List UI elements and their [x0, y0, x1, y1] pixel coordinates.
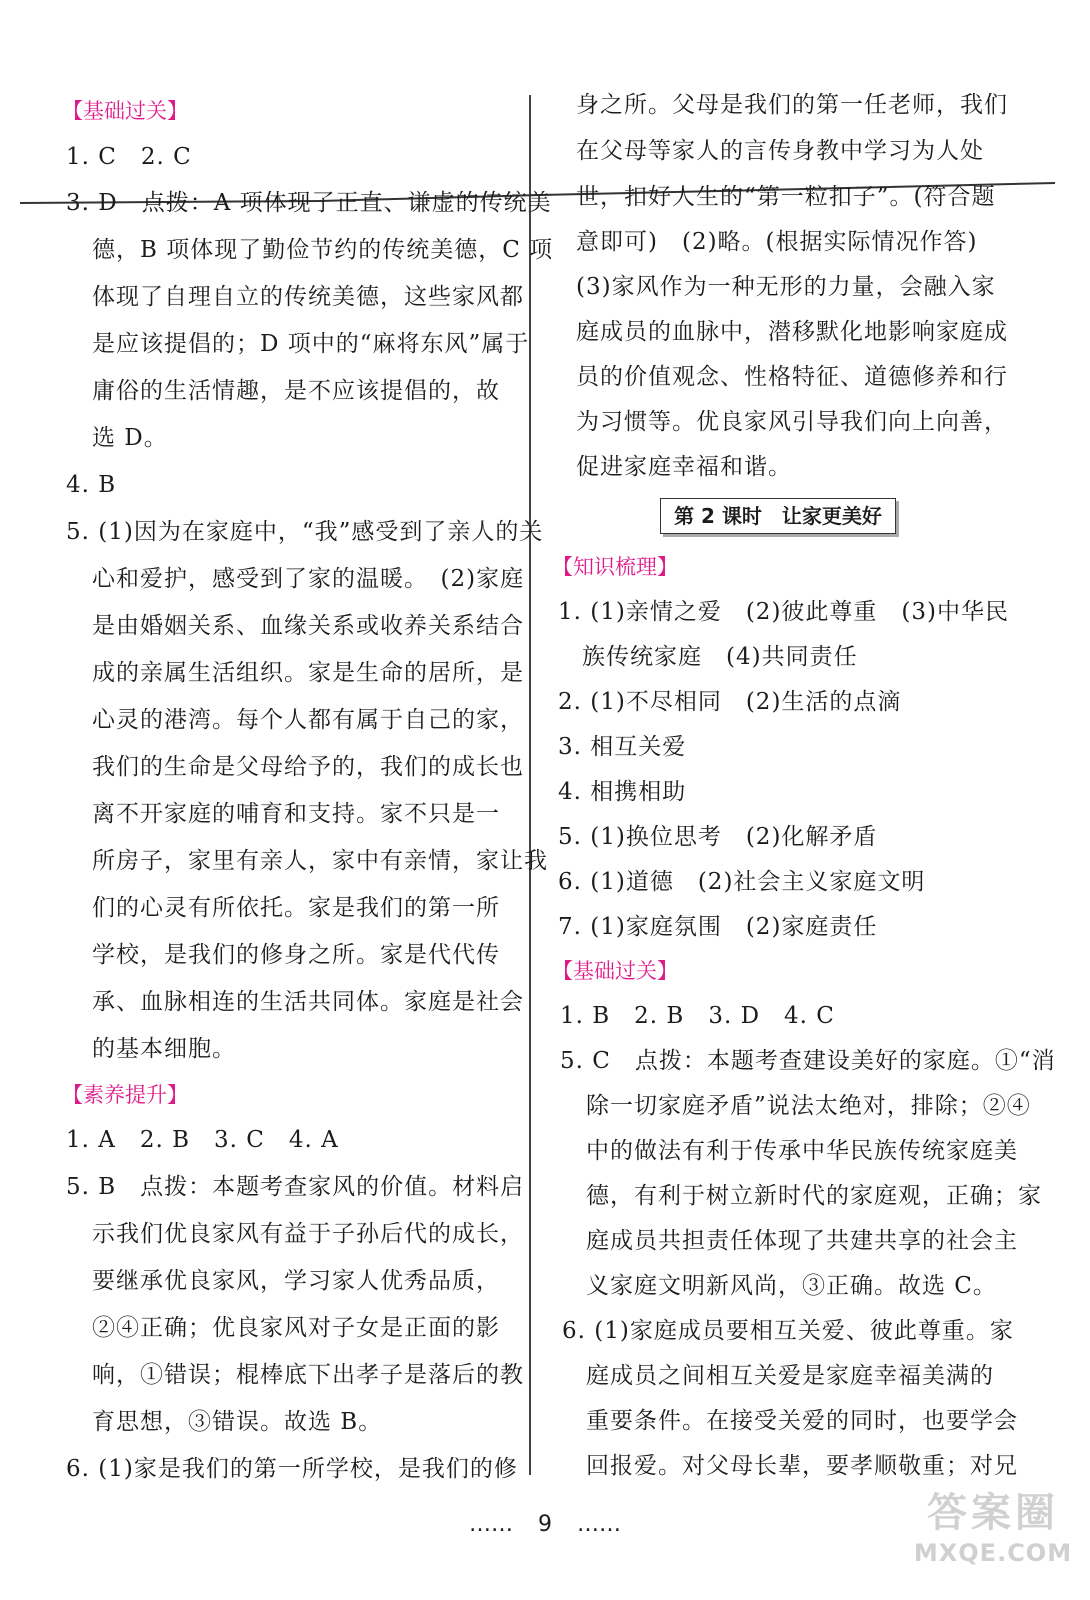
answer-line: 世，扣好人生的“第一粒扣子”。(符合题 — [576, 184, 996, 210]
page-dots-right: …… — [577, 1512, 621, 1537]
answer-line: 6. (1)家庭成员要相互关爱、彼此尊重。家 — [562, 1318, 1014, 1344]
answer-line: 是应该提倡的；D 项中的“麻将东风”属于 — [92, 331, 530, 357]
answer-line: 要继承优良家风，学习家人优秀品质， — [92, 1268, 500, 1294]
answer-line: 庭成员的血脉中，潜移默化地影响家庭成 — [576, 319, 1008, 345]
answer-line: 庸俗的生活情趣，是不应该提倡的，故 — [92, 378, 500, 404]
answer-line: 学校，是我们的修身之所。家是代代传 — [92, 942, 500, 968]
answer-line: 员的价值观念、性格特征、道德修养和行 — [576, 364, 1008, 390]
answer-line: 5. (1)因为在家庭中，“我”感受到了亲人的关 — [66, 519, 544, 545]
section-heading-jichu: 【基础过关】 — [62, 99, 188, 123]
answer-line: 意即可) (2)略。(根据实际情况作答) — [576, 229, 978, 255]
answer-line: 6. (1)道德 (2)社会主义家庭文明 — [558, 869, 926, 895]
answer-line: 我们的生命是父母给予的，我们的成长也 — [92, 754, 524, 780]
answer-line: 除一切家庭矛盾”说法太绝对，排除；②④ — [586, 1093, 1031, 1119]
answer-line: 庭成员之间相互关爱是家庭幸福美满的 — [586, 1363, 994, 1389]
lesson-title: 第 2 课时 让家更美好 — [660, 498, 896, 534]
answer-line: 中的做法有利于传承中华民族传统家庭美 — [586, 1138, 1018, 1164]
answer-line: 4. 相携相助 — [558, 779, 687, 805]
answer-line: 示我们优良家风有益于子孙后代的成长， — [92, 1221, 524, 1247]
answer-line: 义家庭文明新风尚，③正确。故选 C。 — [586, 1273, 997, 1299]
answer-line: 离不开家庭的哺育和支持。家不只是一 — [92, 801, 500, 827]
answer-line: 心灵的港湾。每个人都有属于自己的家， — [92, 707, 524, 733]
answer-line: 族传统家庭 (4)共同责任 — [582, 644, 858, 670]
answer-line: 庭成员共担责任体现了共建共享的社会主 — [586, 1228, 1018, 1254]
answer-line: 承、血脉相连的生活共同体。家庭是社会 — [92, 989, 524, 1015]
answer-line: 5. C 点拨：本题考查建设美好的家庭。①“消 — [560, 1048, 1056, 1074]
answer-line: 5. B 点拨：本题考查家风的价值。材料启 — [66, 1174, 525, 1200]
answer-line: 促进家庭幸福和谐。 — [576, 454, 792, 480]
answer-line: 德，有利于树立新时代的家庭观，正确；家 — [586, 1183, 1042, 1209]
answer-line: 3. 相互关爱 — [558, 734, 687, 760]
answer-line: 回报爱。对父母长辈，要孝顺敬重；对兄 — [586, 1453, 1018, 1479]
answer-line: 1. A 2. B 3. C 4. A — [66, 1127, 339, 1153]
answer-line: 响，①错误；棍棒底下出孝子是落后的教 — [92, 1362, 524, 1388]
page-number: 9 — [538, 1512, 552, 1537]
section-heading-zhishi: 【知识梳理】 — [552, 555, 678, 579]
answer-line: 所房子，家里有亲人，家中有亲情，家让我 — [92, 848, 548, 874]
answer-line: 是由婚姻关系、血缘关系或收养关系结合 — [92, 613, 524, 639]
watermark-top-text: 答案圈 — [927, 1490, 1059, 1536]
answer-line: 4. B — [66, 472, 117, 498]
answer-line: 1. C 2. C — [66, 144, 192, 170]
answer-line: 体现了自理自立的传统美德，这些家风都 — [92, 284, 524, 310]
answer-line: 1. B 2. B 3. D 4. C — [560, 1003, 835, 1029]
answer-line: 育思想，③错误。故选 B。 — [92, 1409, 383, 1435]
watermark-bottom-text: MXQE.COM — [913, 1539, 1073, 1567]
answer-line: ②④正确；优良家风对子女是正面的影 — [92, 1315, 500, 1341]
page-dots-left: …… — [469, 1512, 513, 1537]
answer-line: 成的亲属生活组织。家是生命的居所，是 — [92, 660, 524, 686]
answer-line: 1. (1)亲情之爱 (2)彼此尊重 (3)中华民 — [558, 599, 1009, 625]
answer-line: (3)家风作为一种无形的力量，会融入家 — [576, 274, 996, 300]
column-divider — [529, 95, 531, 1475]
answer-line: 3. D 点拨：A 项体现了正直、谦虚的传统美 — [66, 190, 552, 216]
answer-line: 为习惯等。优良家风引导我们向上向善， — [576, 409, 1008, 435]
answer-line: 重要条件。在接受关爱的同时，也要学会 — [586, 1408, 1018, 1434]
answer-line: 选 D。 — [92, 425, 168, 451]
answer-line: 2. (1)不尽相同 (2)生活的点滴 — [558, 689, 902, 715]
answer-line: 德，B 项体现了勤俭节约的传统美德，C 项 — [92, 237, 554, 263]
answer-line: 6. (1)家是我们的第一所学校，是我们的修 — [66, 1456, 518, 1482]
answer-line: 在父母等家人的言传身教中学习为人处 — [576, 138, 984, 164]
section-heading-suyang: 【素养提升】 — [62, 1083, 188, 1107]
answer-line: 7. (1)家庭氛围 (2)家庭责任 — [558, 914, 878, 940]
answer-line: 们的心灵有所依托。家是我们的第一所 — [92, 895, 500, 921]
answer-line: 身之所。父母是我们的第一任老师，我们 — [576, 92, 1008, 118]
answer-line: 5. (1)换位思考 (2)化解矛盾 — [558, 824, 878, 850]
answer-line: 的基本细胞。 — [92, 1036, 236, 1062]
section-heading-jichu-2: 【基础过关】 — [552, 959, 678, 983]
answer-line: 心和爱护，感受到了家的温暖。 (2)家庭 — [92, 566, 525, 592]
watermark-logo — [908, 1488, 1078, 1588]
